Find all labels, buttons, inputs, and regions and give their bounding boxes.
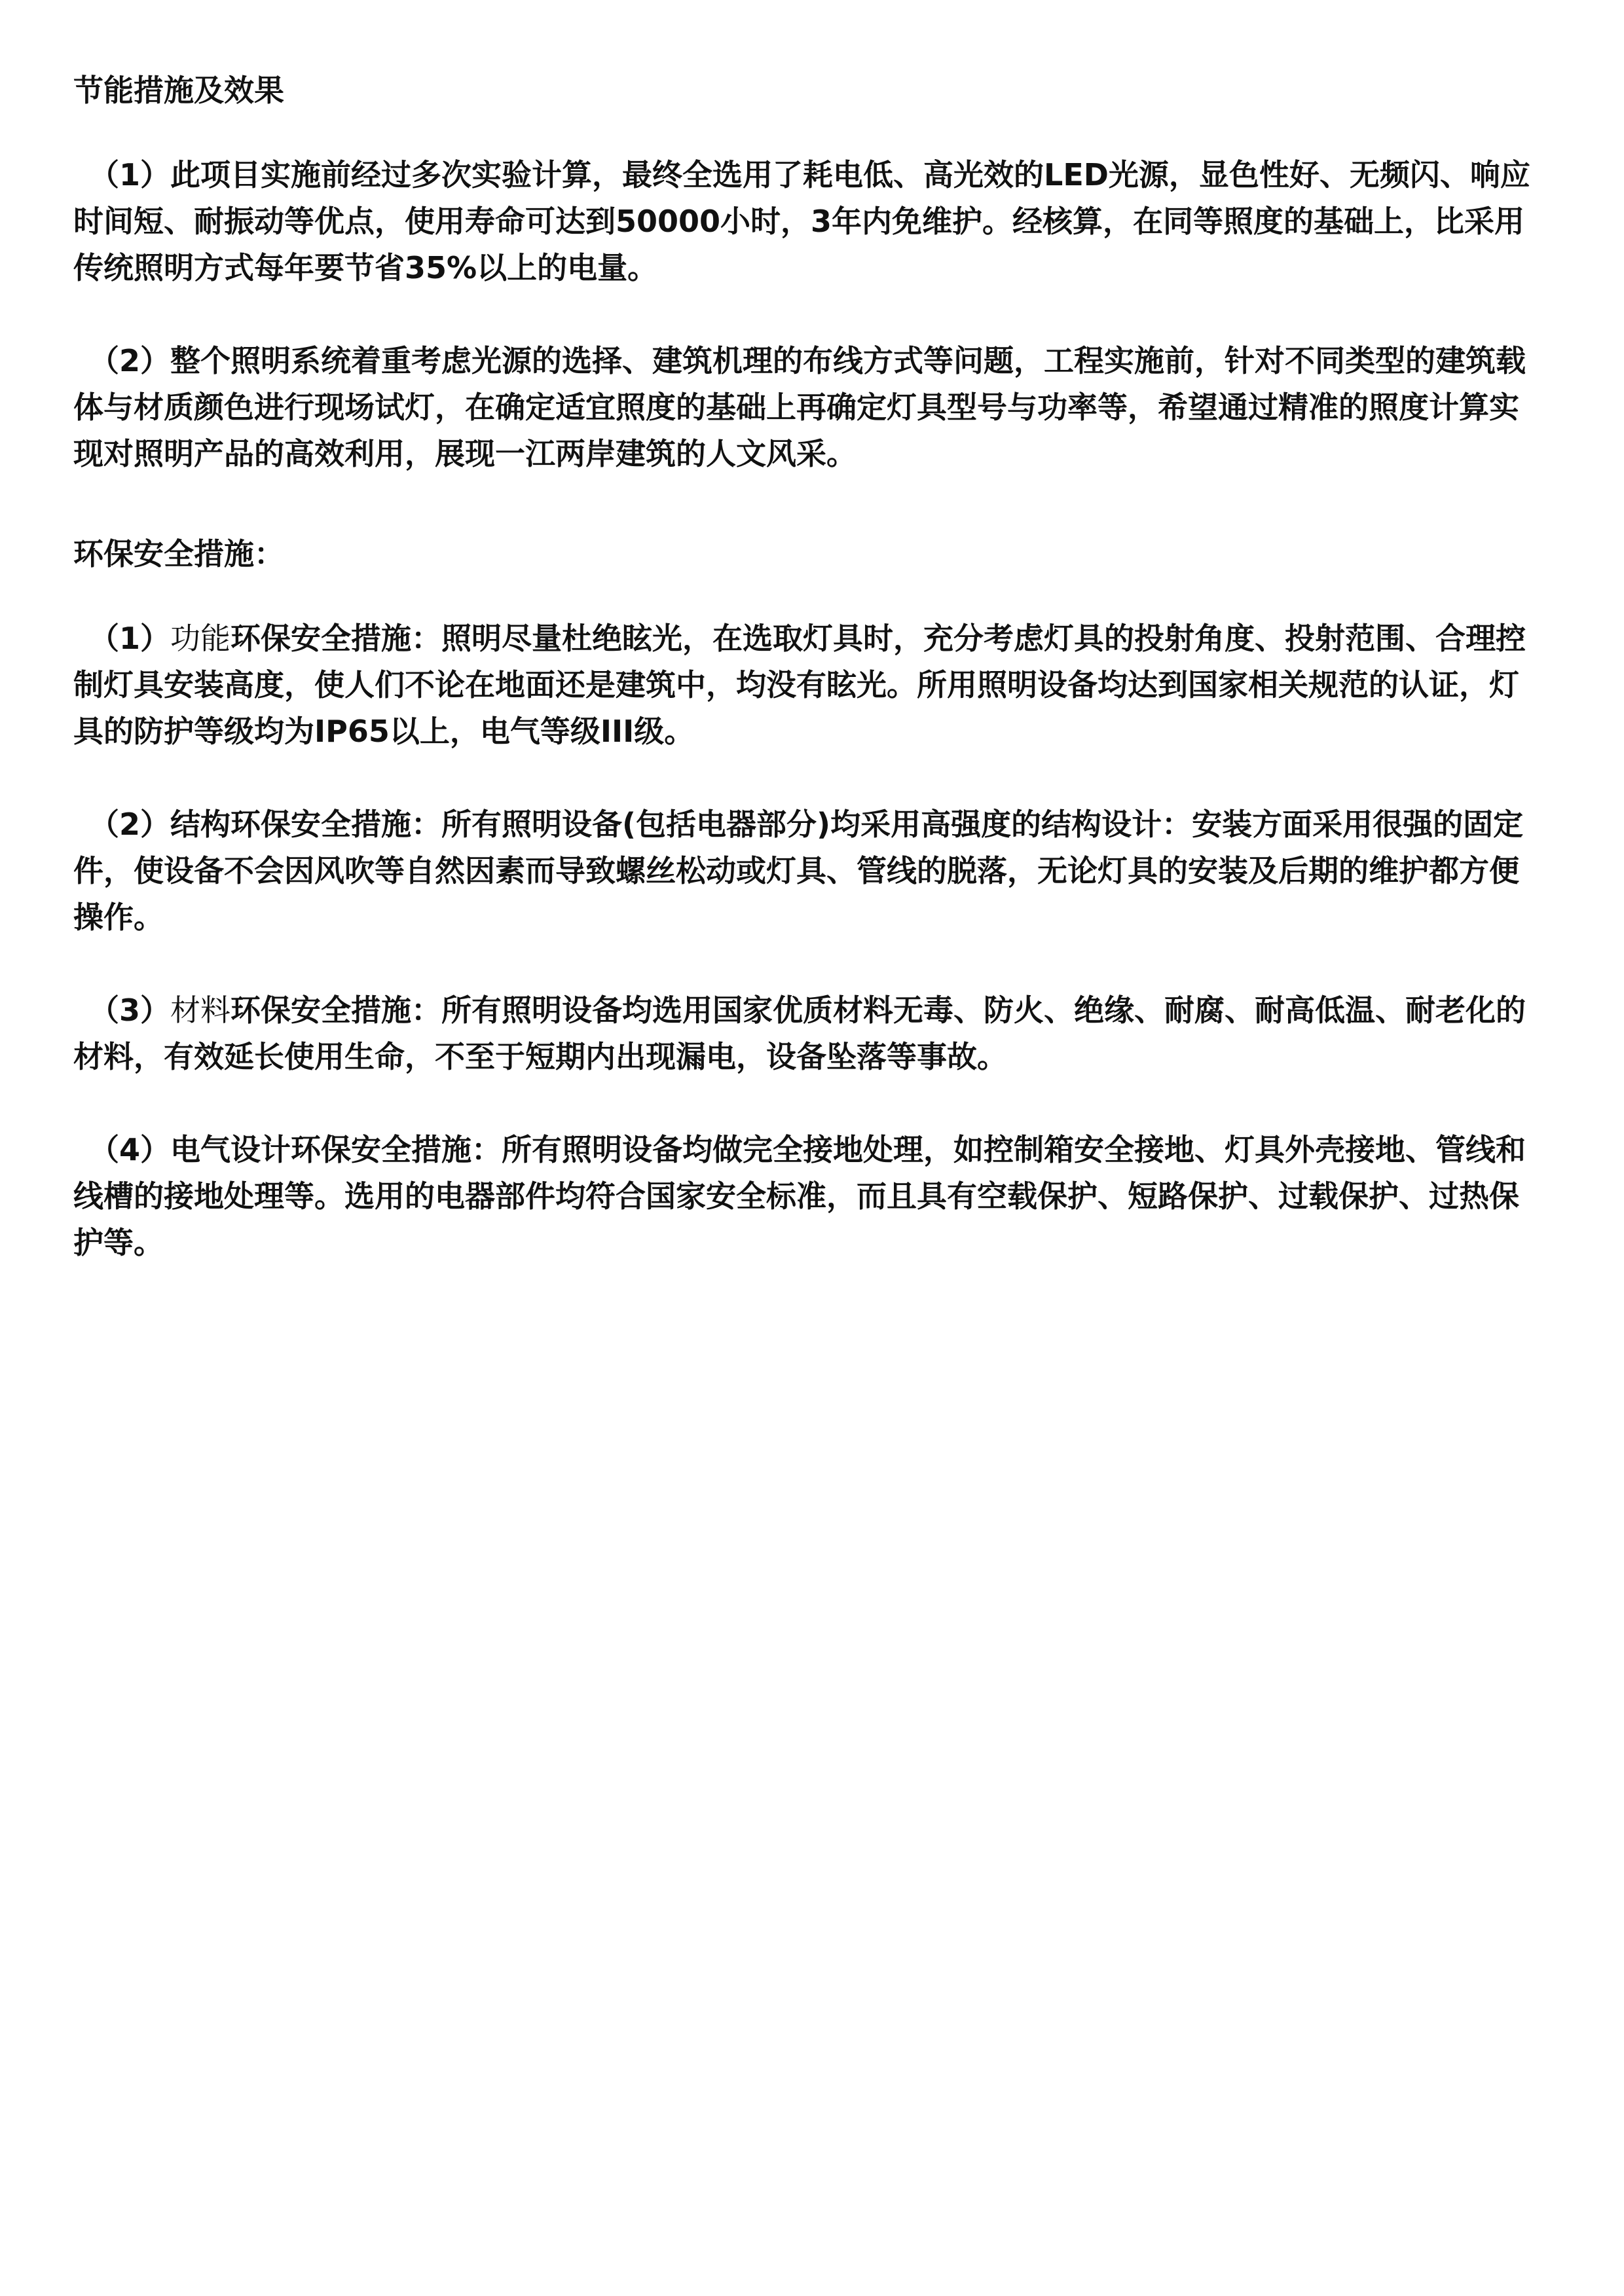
item-number: （4） — [89, 1132, 171, 1167]
section-title-energy-saving: 节能措施及效果 — [73, 73, 284, 108]
item-text: 此项目实施前经过多次实验计算，最终全选用了耗电低、高光效的LED光源，显色性好、无频闪、响应时间短、耐振动等优点，使用寿命可达到50000小时，3年内免维护。经核算，在同等照度的基础上，比采用传统照明方式每年要节省35%以上的电量。 — [73, 157, 1530, 285]
energy-saving-item-2 — [73, 338, 1534, 477]
energy-saving-item-1 — [73, 152, 1534, 291]
item-label: 材料 — [170, 993, 231, 1028]
item-number: （3） — [89, 993, 171, 1028]
item-text: 环保安全措施：照明尽量杜绝眩光，在选取灯具时，充分考虑灯具的投射角度、投射范围、合理控制灯具安装高度，使人们不论在地面还是建筑中，均没有眩光。所用照明设备均达到国家相关规范的认证，灯具的防护等级均为IP65以上，电气等级III级。 — [73, 621, 1526, 749]
item-text: 环保安全措施：所有照明设备均选用国家优质材料无毒、防火、绝缘、耐腐、耐高低温、耐老化的材料，有效延长使用生命，不至于短期内出现漏电，设备坠落等事故。 — [73, 993, 1526, 1074]
item-number: （2） — [89, 807, 171, 842]
item-number: （1） — [89, 157, 171, 192]
env-safety-item-3 — [73, 987, 1534, 1080]
item-text: 结构环保安全措施：所有照明设备(包括电器部分)均采用高强度的结构设计：安装方面采用很强的固定件，使设备不会因风吹等自然因素而导致螺丝松动或灯具、管线的脱落，无论灯具的安装及后期的维护都方便操作。 — [73, 807, 1524, 935]
item-number: （1） — [89, 621, 171, 656]
document-page — [73, 60, 1534, 1266]
item-text: 电气设计环保安全措施：所有照明设备均做完全接地处理，如控制箱安全接地、灯具外壳接地、管线和线槽的接地处理等。选用的电器部件均符合国家安全标准，而且具有空载保护、短路保护、过载保护、过热保护等。 — [73, 1132, 1526, 1260]
env-safety-item-4 — [73, 1127, 1534, 1266]
item-label: 功能 — [170, 621, 231, 656]
item-number: （2） — [89, 343, 171, 378]
env-safety-item-2 — [73, 801, 1534, 941]
section-title-env-safety: 环保安全措施： — [73, 536, 284, 572]
env-safety-item-1 — [73, 615, 1534, 755]
item-text: 整个照明系统着重考虑光源的选择、建筑机理的布线方式等问题，工程实施前，针对不同类型的建筑载体与材质颜色进行现场试灯，在确定适宜照度的基础上再确定灯具型号与功率等，希望通过精准的照度计算实现对照明产品的高效利用，展现一江两岸建筑的人文风采。 — [73, 343, 1526, 471]
